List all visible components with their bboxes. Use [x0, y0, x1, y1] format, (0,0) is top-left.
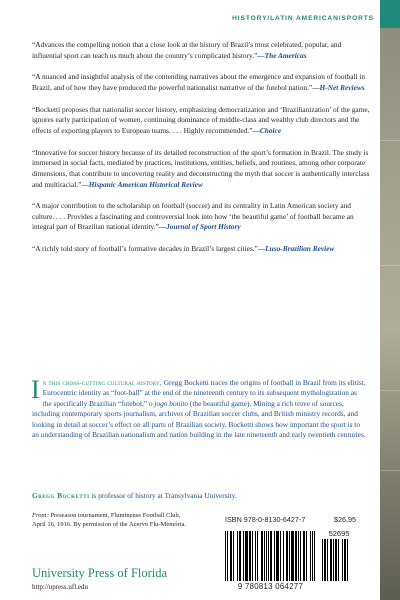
barcode-bar — [324, 539, 326, 581]
drop-cap: I — [31, 375, 40, 404]
quote-source: H-Net Reviews — [319, 82, 365, 92]
quote-source: Luso-Brazilian Review — [265, 244, 335, 254]
barcode-bar — [233, 531, 234, 581]
barcode-bar — [338, 539, 339, 581]
barcode-bar — [237, 531, 238, 581]
barcode-bar — [330, 539, 332, 581]
publisher-name: University Press of Florida — [32, 566, 168, 580]
barcode-bar — [303, 531, 305, 581]
publisher-url: http://upress.ufl.edu — [32, 583, 88, 591]
barcode-bar — [261, 531, 263, 581]
isbn-number: ISBN 978-0-8130-6427-7 — [225, 515, 306, 524]
praise-quote: “Innovative for soccer history because of its detailed reconstruction of the sport’s formation in Brazil. The study is immersed in social facts, mediated by practices, institutions, entities, beliefs, and routines, among other corporate dimensions, that contribute to uncovering reality and deconstructing the myth that soccer is authentically interclass and multiracial.”—Hispanic American Historical Review — [32, 147, 370, 189]
quote-source: Journal of Sport History — [166, 222, 241, 232]
barcode-bar — [274, 531, 275, 581]
author-name: Gregg Bocketti — [32, 491, 90, 500]
barcode-bar — [289, 531, 290, 581]
praise-quote: “Bocketti proposes that nationalist soccer history, emphasizing democratization and ‘Brazilianization’ of the game, ignores early participation of women, continuing dominance of middle-class and wealthy club directors and the effects of exporting players to European teams. . . . Highly recommended.”—Choice — [32, 104, 370, 135]
author-bio: Gregg Bocketti is professor of history at Transylvania University. — [32, 491, 237, 500]
spine-accent-bar — [380, 0, 400, 28]
praise-section — [32, 40, 372, 266]
barcode-bar — [255, 531, 256, 581]
barcode-bar — [243, 531, 244, 581]
barcode-bar — [298, 531, 299, 581]
barcode-bar — [300, 531, 301, 581]
barcode-bar — [268, 531, 269, 581]
barcode-bar — [252, 531, 253, 581]
barcode-bar — [344, 539, 346, 581]
barcode-bar — [295, 531, 297, 581]
barcode-bar — [314, 531, 315, 581]
barcode-bar — [227, 531, 228, 581]
praise-quote: “A nuanced and insightful analysis of the contending narratives about the emergence and expansion of football in Brazil, and of how they have produced the powerful nationalist narrative of the futebol nation.”—H-Net Reviews — [32, 72, 366, 92]
barcode-bar — [225, 531, 226, 581]
praise-quote: “A richly told story of football’s formative decades in Brazil’s largest cities.”—Luso-Brazilian Review — [32, 244, 335, 254]
barcode-digits: 9 780813 064277 — [237, 582, 304, 591]
barcode-bar — [230, 531, 232, 581]
price-addon-barcode — [322, 539, 356, 581]
price-addon-number: 52695 — [328, 529, 350, 538]
barcode-bar — [283, 531, 284, 581]
barcode-bar — [312, 531, 313, 581]
price-label: $26.95 — [334, 515, 356, 524]
barcode-bar — [335, 539, 337, 581]
barcode-bar — [280, 531, 281, 581]
barcode-bar — [327, 539, 328, 581]
barcode-bar — [266, 531, 267, 581]
description-lead: n this cross-cutting cultural history, — [42, 378, 162, 387]
cover-photo-strip — [380, 0, 400, 600]
isbn-barcode — [225, 531, 316, 581]
praise-quote: “Advances the compelling notion that a close look at the history of Brazil’s most celebrated, popular, and influential sport can teach us much about the country’s complicated history.”—The Americas — [32, 40, 342, 60]
barcode-bar — [333, 539, 334, 581]
barcode-bar — [306, 531, 307, 581]
barcode-bar — [286, 531, 288, 581]
quote-source: Hispanic American Historical Review — [88, 179, 203, 189]
cover-credit: Front: Preseason tournament, Fluminense Football Club, April 16, 1916. By permission of the Acervo Flu-Memória. — [32, 512, 186, 529]
barcode-bar — [257, 531, 258, 581]
barcode-bar — [347, 539, 348, 581]
quote-source: The Americas — [264, 50, 307, 60]
book-description: In this cross-cutting cultural history, Gregg Bocketti traces the origins of football in Brazil from its elitist, Eurocentric identity as “foot-ball” at the end of the nineteenth century to its subsequent mythologization as the specifically Brazilian “futebol,” o jogo bonito (the beautiful game). Mining a rich trove of sources, including contemporary sports journalism, archives of Brazilian soccer clubs, and British ministry records, and looking in detail at soccer’s effect on all parts of Brazilian society, Bocketti shows how important the sport is to an understanding of Brazilian nationalism and nation building in the late nineteenth and early twentieth centuries. — [31, 375, 366, 440]
barcode-bar — [291, 531, 294, 581]
quote-source: Choice — [259, 125, 282, 135]
barcode-bar — [310, 531, 311, 581]
praise-quote: “A major contribution to the scholarship on football (soccer) and its centrality in Latin American society and culture. . . . Provides a fascinating and controversial look into how ‘the beautiful game’ of football became an integral part of Brazilian national identity.”—Journal of Sport History — [32, 201, 354, 232]
barcode-bar — [322, 539, 323, 581]
barcode-panel — [221, 512, 360, 594]
barcode-bar — [342, 539, 343, 581]
barcode-bar — [245, 531, 248, 581]
barcode-bar — [270, 531, 272, 581]
barcode-bar — [276, 531, 279, 581]
barcode-bar — [249, 531, 251, 581]
category-label: HISTORY/LATIN AMERICAN/SPORTS — [232, 15, 374, 22]
barcode-bar — [264, 531, 265, 581]
barcode-bar — [239, 531, 241, 581]
